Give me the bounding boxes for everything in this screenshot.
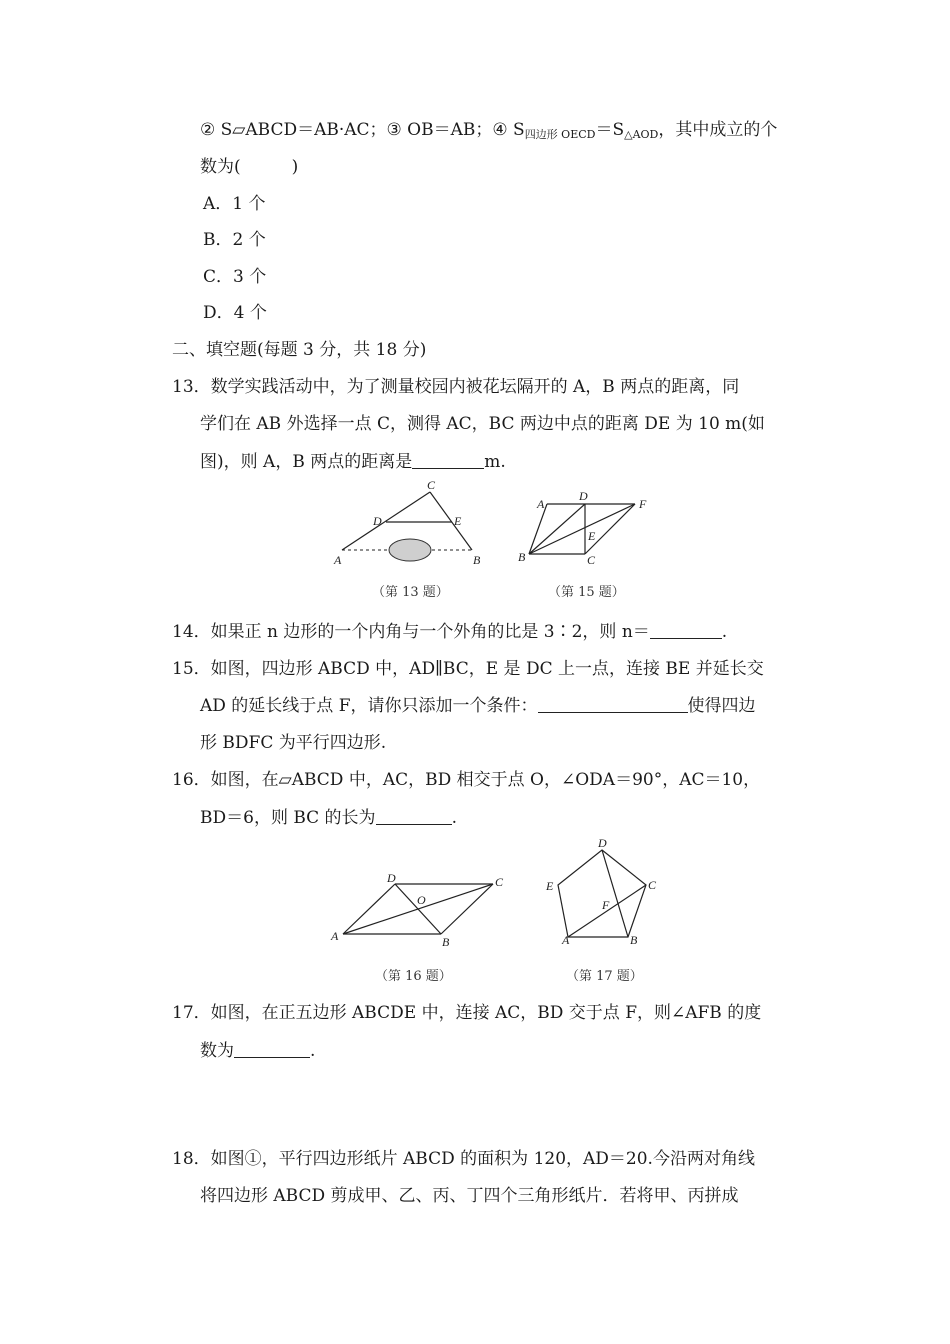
label-b: B bbox=[630, 933, 638, 947]
q13-line3: 图)，则 A，B 两点的距离是 m. bbox=[200, 452, 506, 472]
q15-line1: 15．如图，四边形 ABCD 中，AD∥BC，E 是 DC 上一点，连接 BE 并延长交 bbox=[172, 659, 764, 679]
q15-answer-blank[interactable] bbox=[538, 694, 688, 713]
label-d: D bbox=[387, 871, 396, 885]
label-a: A bbox=[334, 553, 342, 567]
label-b: B bbox=[518, 550, 526, 564]
figure-16-caption: （第 16 题） bbox=[375, 969, 452, 984]
q13-answer-blank[interactable] bbox=[412, 450, 484, 469]
label-a: A bbox=[331, 929, 339, 943]
q12-statement-line2: 数为( ) bbox=[200, 157, 299, 177]
figure-16 bbox=[325, 868, 515, 950]
label-c: C bbox=[495, 875, 504, 889]
section-heading-fill-in: 二、填空题(每题 3 分，共 18 分) bbox=[172, 340, 427, 360]
label-b: B bbox=[442, 935, 450, 949]
label-f: F bbox=[639, 497, 647, 511]
q12-option-a: A．1 个 bbox=[203, 194, 266, 214]
label-c: C bbox=[587, 553, 596, 567]
q13-line1: 13．数学实践活动中，为了测量校园内被花坛隔开的 A，B 两点的距离，同 bbox=[172, 377, 740, 397]
figure-17-caption: （第 17 题） bbox=[566, 969, 643, 984]
q17-line2: 数为 . bbox=[200, 1041, 316, 1061]
figure-15-caption: （第 15 题） bbox=[548, 585, 625, 600]
segment-bd bbox=[395, 884, 441, 934]
q15-line3: 形 BDFC 为平行四边形. bbox=[200, 733, 387, 753]
label-d: D bbox=[579, 489, 588, 503]
figure-17 bbox=[540, 838, 670, 948]
label-e: E bbox=[588, 529, 596, 543]
label-o: O bbox=[417, 893, 426, 907]
q15-line2: AD 的延长线于点 F，请你只添加一个条件： 使得四边 bbox=[200, 696, 756, 716]
label-c: C bbox=[648, 878, 657, 892]
q17-answer-blank[interactable] bbox=[234, 1039, 310, 1058]
label-d: D bbox=[598, 836, 607, 850]
q12-option-d: D．4 个 bbox=[203, 303, 267, 323]
segment-bc bbox=[430, 492, 472, 550]
label-f: F bbox=[602, 898, 610, 912]
segment-cb bbox=[441, 884, 493, 934]
diagonal-bd bbox=[602, 850, 628, 937]
label-e: E bbox=[454, 514, 462, 528]
q12-option-b: B．2 个 bbox=[203, 230, 266, 250]
q16-line1: 16．如图，在▱ABCD 中，AC，BD 相交于点 O，∠ODA＝90°，AC＝10， bbox=[172, 770, 761, 790]
label-d: D bbox=[373, 514, 382, 528]
label-b: B bbox=[473, 553, 481, 567]
q17-line1: 17．如图，在正五边形 ABCDE 中，连接 AC，BD 交于点 F，则∠AFB 的度 bbox=[172, 1003, 762, 1023]
q14-line: 14．如果正 n 边形的一个内角与一个外角的比是 3∶2，则 n＝ . bbox=[172, 622, 728, 642]
label-e: E bbox=[546, 879, 554, 893]
q14-answer-blank[interactable] bbox=[650, 620, 722, 639]
flower-bed bbox=[389, 539, 431, 561]
label-a: A bbox=[537, 497, 545, 511]
q12-option-c: C．3 个 bbox=[203, 267, 267, 287]
q18-line2: 将四边形 ABCD 剪成甲、乙、丙、丁四个三角形纸片．若将甲、丙拼成 bbox=[200, 1186, 739, 1206]
q13-line2: 学们在 AB 外选择一点 C，测得 AC，BC 两边中点的距离 DE 为 10 m(如 bbox=[200, 414, 765, 434]
segment-ad bbox=[343, 884, 395, 934]
figure-15 bbox=[515, 490, 655, 570]
q18-line1: 18．如图①，平行四边形纸片 ABCD 的面积为 120，AD＝20.今沿两对角线 bbox=[172, 1149, 755, 1169]
q16-line2: BD＝6，则 BC 的长为 . bbox=[200, 808, 457, 828]
q12-statement-line1: ② S▱ABCD＝AB·AC；③ OB＝AB；④ $S_{四边形 OECD}=S_{\triangle AOD}$，其中成立的个 bbox=[200, 120, 778, 141]
figure-13-caption: （第 13 题） bbox=[372, 585, 449, 600]
q16-answer-blank[interactable] bbox=[376, 806, 452, 825]
label-a: A bbox=[562, 933, 570, 947]
label-c: C bbox=[427, 478, 436, 492]
figure-13 bbox=[330, 480, 490, 572]
